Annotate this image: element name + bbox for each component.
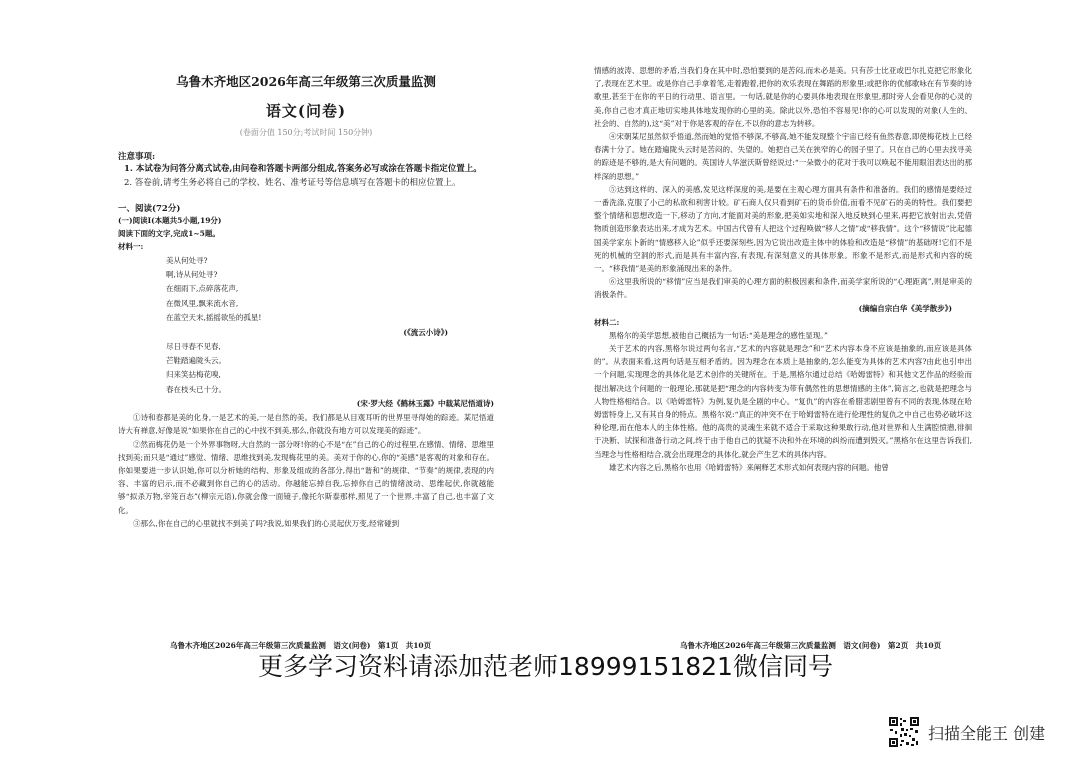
subject-title: 语文(问卷) bbox=[265, 102, 347, 120]
paragraph: 情感的波涛、思想的矛盾,当我们身在其中时,恐怕要到的是苦闷,而未必是美。只有莎士比亚或巴尔扎克把它形象化了,表现在艺术里。或是你自己手拿着笔,走着跑着,把你的欢乐表现在舞蹈的形象里;或把你的优郁歌咏在有节奏的诗歌里,甚至于在你的平日的行动里、语言里。一句话,就是你的心要具体地表现在形象里,那时旁人会看见你的心灵的美,你自己也才真正地切实地具体地发现你的心里的美。除此以外,恐怕不容易见!你的心可以发现的对象(人生的、社会的、自然的),这“美”对于你是客观的存在,不以你的意志为转移。 bbox=[594, 66, 972, 128]
section-heading: 一、阅读(72分) bbox=[118, 204, 181, 214]
paragraph: ④宋朝某尼虽然似乎悟道,然而她的觉悟不够深,不够高,她不能发现整个宇宙已经有鱼然春意,即使梅花枝上已经春满十分了。她在踏遍陇头云时是苦闷的、失望的。她把自己关在狭窄的心的园子里了。只在自己的心里去找寻美的踪迹是不够的,是大有问题的。英国诗人华滋沃斯曾经说过:“一朵微小的花对于我可以唤起不能用眼泪表达出的那样深的思想。” bbox=[594, 132, 972, 181]
material-1-source: (摘编自宗白华《美学散步》) bbox=[858, 303, 952, 313]
paragraph: ③那么,你在自己的心里就找不到美了吗?我说,如果我们的心灵起伏万变,经常碰到 bbox=[133, 518, 400, 528]
poem-1-source: (《流云小诗》) bbox=[403, 327, 448, 337]
notice-heading: 注意事项: bbox=[118, 152, 156, 162]
body-text bbox=[118, 411, 494, 530]
watermark-text: 扫描全能王 创建 bbox=[928, 723, 1046, 743]
poem-line: 尽日寻春不见春, bbox=[166, 341, 221, 351]
poem-2-source: (宋·罗大经《鹤林玉露》中载某尼悟道诗) bbox=[356, 399, 494, 409]
paragraph: 黑格尔的美学思想,被他自己概括为一句话:“美是理念的感性显现。” bbox=[609, 330, 828, 340]
subsection-heading: (一)阅读Ⅰ(本题共5小题,19分) bbox=[118, 216, 222, 225]
material-label: 材料一: bbox=[118, 242, 144, 252]
qr-code-icon bbox=[888, 716, 920, 748]
poem-line: 啊,诗从何处寻? bbox=[166, 270, 218, 280]
right-page bbox=[594, 64, 972, 665]
poem-2 bbox=[118, 340, 494, 398]
body-text-top bbox=[594, 64, 972, 302]
poem-1 bbox=[118, 254, 494, 326]
poem-line: 在细雨下,点碎落花声, bbox=[166, 284, 239, 294]
paragraph: ②然而梅花仍是一个外界事物呀,大自然的一部分呀!你的心不是“在”自己的心的过程里,在感情、情绪、思维里找到美;而只是“通过”感觉、情绪、思维找到美,发现梅花里的美。美对于你的心,你的“美感”是客观的对象和存在。你如果要进一步认识她,你可以分析她的结构、形象及组成的各部分,得出“谐和”的规律、“节奏”的规律,表现的内容、丰富的启示,而不必藏到你自己的心的活动。你越能忘掉自我,忘掉你自己的情绪波动、思维起伏,你就越能够“拟杀万物,宰笼百态”(柳宗元语),你就会像一面镜子,像托尔斯泰那样,照见了一个世界,丰富了自己,也丰富了文化。 bbox=[118, 439, 494, 515]
exam-meta: (卷面分值 150分;考试时间 150分钟) bbox=[239, 128, 373, 137]
poem-line: 美从何处寻? bbox=[166, 255, 208, 265]
instruction: 阅读下面的文字,完成1~5题。 bbox=[118, 229, 220, 239]
paragraph: ⑥这里我所说的“移情”应当是我们审美的心理方面的积极因素和条件,而美学家所说的“心理距离”,则是审美的消极条件。 bbox=[594, 277, 972, 300]
poem-line: 芒鞋踏遍陇头云。 bbox=[166, 356, 226, 366]
material-label: 材料二: bbox=[594, 317, 620, 327]
notice-item: 1. 本试卷为问答分离式试卷,由问卷和答题卡两部分组成,答案务必写或涂在答题卡指定位置上。 bbox=[124, 164, 482, 174]
scanner-watermark bbox=[888, 716, 1045, 748]
paragraph: 雄艺术内容之后,黑格尔也用《哈姆雷特》来阐释艺术形式如何表现内容的问题。他曾 bbox=[609, 462, 889, 472]
paragraph: ⑤达到这样的、深入的美感,发见这样深度的美,是要在主观心理方面具有条件和准备的。我们的感情是要经过一番洗涤,克服了小己的私欲和利害计较。矿石商人仅只看到矿石的货币价值,而看不见矿石的美的特性。我们要把整个情绪和思想改造一下,移动了方向,才能面对美的形象,把美如实地和深入地反映到心里来,再把它放射出去,凭借物质创造形象表达出来,才成为艺术。中国古代曾有人把这个过程唤做“移人之情”或“移我情”。这个“移情说”比起德国美学家东卜新的“情感移入论”似乎还要深刻些,因为它说出改造主体中的体验和改造是“移情”的基础呀!它们不是死的机械的空洞的形式,而是具有丰富内容,有表现,有深刻意义的具体形象。形象不是形式,而是形式和内容的统一。“移我情”是美的形象涌现出来的条件。 bbox=[594, 184, 972, 274]
page-footer-left: 乌鲁木齐地区2026年高三年级第三次质量监测 语文(问卷) 第1页 共10页 bbox=[170, 641, 432, 650]
left-page bbox=[118, 60, 494, 665]
exam-title: 乌鲁木齐地区2026年高三年级第三次质量监测 bbox=[176, 74, 436, 89]
notice-item: 2. 答卷前,请考生务必将自己的学校、姓名、准考证号等信息填写在答题卡的相应位置上。 bbox=[124, 178, 461, 188]
paragraph: 关于艺术的内容,黑格尔说过两句名言,“艺术的内容就是理念”和“艺术内容本身不应该是抽象的,而应该是具体的”。从表面来看,这两句话是互相矛盾的。因为理念在本质上是抽象的,怎么能变为具体的艺术内容?由此也引申出一个问题,实现理念的具体化是艺术创作的关键所在。于是,黑格尔通过总结《哈姆雷特》和其他文艺作品的经验而提出解决这个问题的一般理论,那就是把“理念的内容转变为带有偶然性的思想情感的主体”,简言之,也就是把理念与人物性格相结合。以《哈姆雷特》为例,复仇是全剧的中心。“复仇”的内容在希腊悲剧里曾有不同的表现,体现在哈姆雷特身上,又有其自身的特点。黑格尔说:“真正的冲突不在于哈姆雷特在进行伦理性的复仇之中自己也势必破坏这种伦理,而在他本人的主体性格。他的高贵的灵魂生来就不适合于采取这种果敢行动,他对世界和人生满腔愤懑,徘徊于决断、试探和准备行动之间,终于由于他自己的犹疑不决和外在环境的纠纷而遭到毁灭。”黑格尔在这里告诉我们,当理念与性格相结合,就会出现理念的具体化,就会产生艺术的具体内容。 bbox=[594, 344, 972, 459]
paragraph: ①诗和春都是美的化身,一是艺术的美,一是自然的美。我们都是从目观耳听的世界里寻得她的踪迹。某尼悟道诗大有禅意,好像是说“如果你在自己的心中找不到美,那么,你就没有地方可以发现美的踪迹”。 bbox=[118, 413, 494, 436]
page-footer-right: 乌鲁木齐地区2026年高三年级第三次质量监测 语文(问卷) 第2页 共10页 bbox=[680, 641, 942, 650]
poem-line: 在微风里,飘来流水音, bbox=[166, 298, 239, 308]
contact-banner: 更多学习资料请添加范老师18999151821微信同号 bbox=[258, 652, 833, 681]
body-text-bottom bbox=[594, 329, 972, 474]
poem-line: 在蓝空天末,摇摇欲坠的孤星! bbox=[166, 313, 262, 323]
poem-line: 春在枝头已十分。 bbox=[166, 384, 226, 394]
poem-line: 归来笑拈梅花嗅, bbox=[166, 370, 221, 380]
